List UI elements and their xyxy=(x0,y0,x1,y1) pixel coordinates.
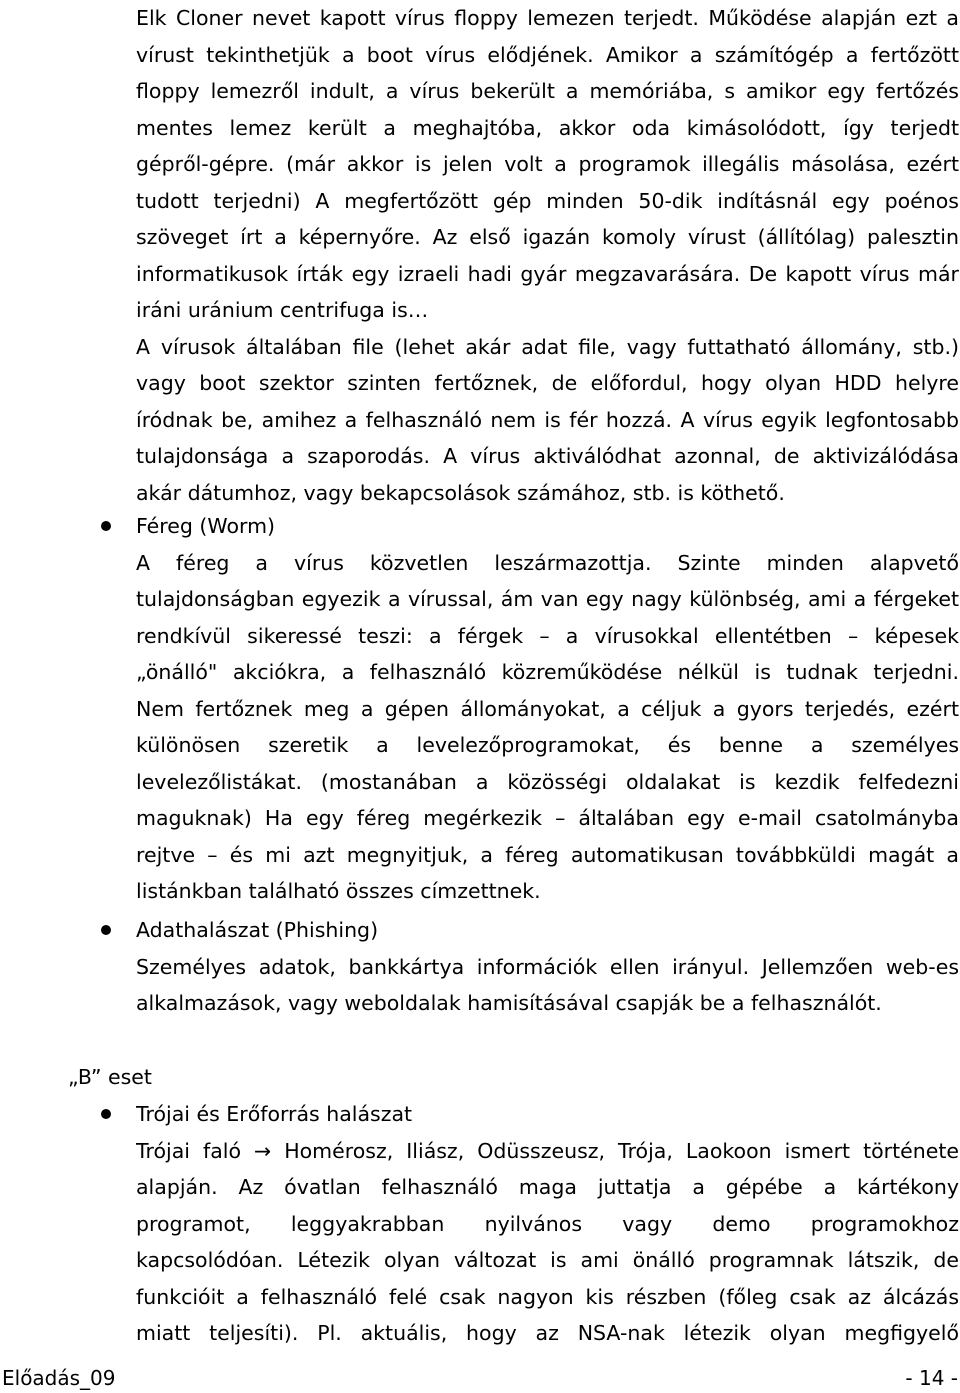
text-line: programot, leggyakrabban nyilvános vagy demo programokhoz xyxy=(136,1211,959,1236)
text-line: A féreg a vírus közvetlen leszármazottja. Szinte minden alapvető xyxy=(136,550,959,575)
text-line: különösen szeretik a levelezőprogramokat, és benne a személyes xyxy=(136,733,959,757)
text-line: alapján. Az óvatlan felhasználó maga juttatja a gépébe a kártékony xyxy=(136,1175,959,1199)
bullet-icon xyxy=(101,521,111,531)
text-line: levelezőlistákat. (mostanában a közösségi oldalakat is kezdik felfedezni xyxy=(136,769,959,794)
text-line: kapcsolódóan. Létezik olyan változat is ami önálló programnak látszik, de xyxy=(136,1248,959,1272)
text-line: vírust tekinthetjük a boot vírus elődjének. Amikor a számítógép a fertőzött xyxy=(136,42,959,67)
trojan-section xyxy=(136,1096,959,1352)
text-line: Nem fertőznek meg a gépen állományokat, a céljuk a gyors terjedés, ezért xyxy=(136,696,959,721)
text-line: Elk Cloner nevet kapott vírus floppy lemezen terjedt. Működése alapján ezt a xyxy=(136,6,959,30)
phishing-title: Adathalászat (Phishing) xyxy=(136,918,379,942)
worm-section xyxy=(136,508,959,910)
text-line: Személyes adatok, bankkártya információk ellen irányul. Jellemzően web-es xyxy=(136,954,959,979)
text-line: íródnak be, amihez a felhasználó nem is fér hozzá. A vírus egyik legfontosabb xyxy=(136,407,959,432)
text-line: funkcióit a felhasználó felé csak nagyon kis részben (főleg csak az álcázás xyxy=(136,1284,959,1309)
text-line: rejtve – és mi azt megnyitjuk, a féreg automatikusan továbbküldi magát a xyxy=(136,842,959,867)
text-line: informatikusok írták egy izraeli hadi gyár megzavarására. De kapott vírus már xyxy=(136,261,959,286)
phishing-section xyxy=(136,912,959,1022)
worm-title: Féreg (Worm) xyxy=(136,514,276,538)
text-line: tulajdonságban egyezik a vírussal, ám van egy nagy különbség, ami a férgeket xyxy=(136,587,959,611)
text-line: alkalmazások, vagy weboldalak hamisításával csapják be a felhasználót. xyxy=(136,991,882,1015)
case-b-heading: „B” eset xyxy=(68,1065,152,1089)
text-line: „önálló" akciókra, a felhasználó közreműködése nélkül is tudnak terjedni. xyxy=(136,660,959,684)
text-line: mentes lemez került a meghajtóba, akkor oda kimásolódott, így terjedt xyxy=(136,115,959,140)
text-line: rendkívül sikeressé teszi: a férgek – a vírusokkal ellentétben – képesek xyxy=(136,623,959,648)
text-line: tudott terjedni) A megfertőzött gép minden 50-dik indításnál egy poénos xyxy=(136,188,959,213)
text-line: A vírusok általában file (lehet akár adat file, vagy futtatható állomány, stb.) xyxy=(136,334,959,359)
text-line: akár dátumhoz, vagy bekapcsolások számához, stb. is köthető. xyxy=(136,480,785,505)
bullet-icon xyxy=(101,1109,111,1119)
text-line: gépről-gépre. (már akkor is jelen volt a programok illegális másolása, ezért xyxy=(136,152,959,176)
text-line: maguknak) Ha egy féreg megérkezik – általában egy e-mail csatolmányba xyxy=(136,806,959,830)
text-line: miatt teljesíti). Pl. aktuális, hogy az NSA-nak létezik olyan megfigyelő xyxy=(136,1321,959,1345)
virus-paragraph xyxy=(136,0,959,511)
trojan-title: Trójai és Erőforrás halászat xyxy=(136,1102,413,1126)
text-line: iráni uránium centrifuga is… xyxy=(136,298,429,322)
bullet-icon xyxy=(101,925,111,935)
text-line: vagy boot szektor szinten fertőznek, de előfordul, hogy olyan HDD helyre xyxy=(136,371,959,395)
text-line: szöveget írt a képernyőre. Az első igazán komoly vírust (állítólag) palesztin xyxy=(136,225,959,249)
footer-page-number: - 14 - xyxy=(905,1366,958,1390)
text-line: listánkban található összes címzettnek. xyxy=(136,879,541,903)
text-line: floppy lemezről indult, a vírus bekerült a memóriába, s amikor egy fertőzés xyxy=(136,79,959,103)
text-line: Trójai faló → Homérosz, Iliász, Odüsszeusz, Trója, Laokoon ismert története xyxy=(136,1138,959,1163)
footer-lecture-label: Előadás_09 xyxy=(2,1366,116,1390)
text-line: tulajdonsága a szaporodás. A vírus aktiválódhat azonnal, de aktivizálódása xyxy=(136,444,959,468)
